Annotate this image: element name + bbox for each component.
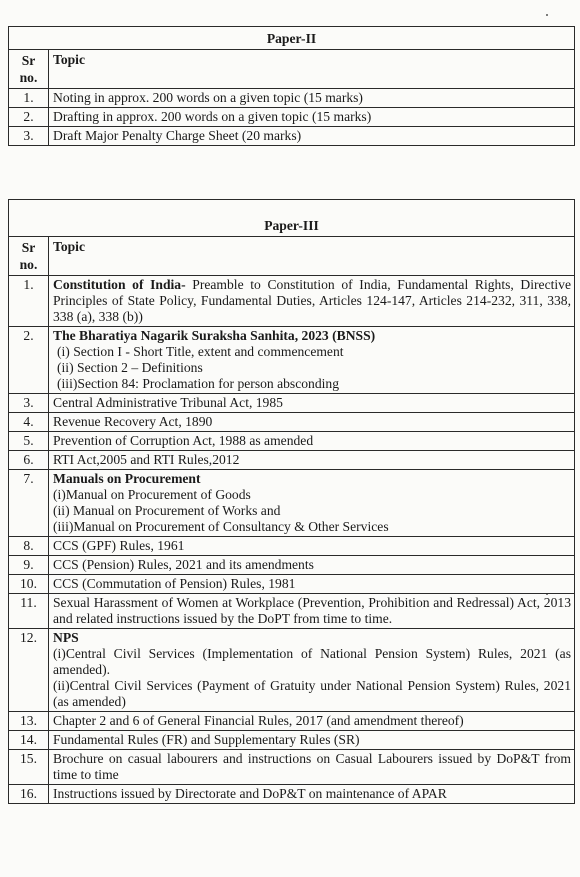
topic-cell: Instructions issued by Directorate and DoP&T on maintenance of APAR: [49, 785, 575, 804]
sr-cell: 13.: [9, 712, 49, 731]
sr-cell: 1.: [9, 276, 49, 327]
sr-cell: 14.: [9, 731, 49, 750]
topic-cell: Sexual Harassment of Women at Workplace (Prevention, Prohibition and Redressal) Act, 2013 and related instructions issued by the DoPT from time to time.: [49, 594, 575, 629]
topic-cell: Revenue Recovery Act, 1890: [49, 413, 575, 432]
topic-subitem: (ii) Manual on Procurement of Works and: [53, 503, 281, 518]
topic-cell: RTI Act,2005 and RTI Rules,2012: [49, 451, 575, 470]
topic-subitem: (iii)Section 84: Proclamation for person absconding: [57, 376, 340, 391]
sr-cell: 11.: [9, 594, 49, 629]
table-row: [9, 89, 575, 108]
table-title-row: [9, 27, 575, 50]
table-row: [9, 276, 575, 327]
sr-cell: 9.: [9, 556, 49, 575]
table-row: [9, 629, 575, 712]
table-row: [9, 327, 575, 394]
table-row: [9, 785, 575, 804]
sr-cell: 5.: [9, 432, 49, 451]
topic-subitem: (ii)Central Civil Services (Payment of Gratuity under National Pension System) Rules, 2021 (as amended): [53, 678, 571, 709]
topic-cell: Brochure on casual labourers and instructions on Casual Labourers issued by DoP&T from time to time: [49, 750, 575, 785]
scan-speck: [546, 14, 548, 16]
topic-text: Preamble to Constitution of India, Fundamental Rights, Directive Principles of State Policy, Fundamental Duties, Articles 124-147, Articles 214-232, 311, 338, 338 (a), 338 (b)): [53, 277, 571, 324]
table-row: [9, 470, 575, 537]
sr-cell: 2.: [9, 108, 49, 127]
sr-cell: 12.: [9, 629, 49, 712]
paper-2-table: [8, 26, 575, 146]
table-row: [9, 712, 575, 731]
topic-subitem: (i)Central Civil Services (Implementation of National Pension System) Rules, 2021 (as amended).: [53, 646, 571, 677]
table-row: [9, 556, 575, 575]
topic-cell: CCS (Pension) Rules, 2021 and its amendments: [49, 556, 575, 575]
topic-cell: CCS (GPF) Rules, 1961: [49, 537, 575, 556]
table-row: [9, 731, 575, 750]
topic-heading: Manuals on Procurement: [53, 471, 201, 486]
sr-cell: 4.: [9, 413, 49, 432]
topic-cell: Central Administrative Tribunal Act, 1985: [49, 394, 575, 413]
paper-3-title: Paper-III: [9, 200, 575, 237]
sr-cell: 3.: [9, 127, 49, 146]
table-row: [9, 108, 575, 127]
table-row: [9, 394, 575, 413]
sr-cell: 7.: [9, 470, 49, 537]
topic-subitem: (i)Manual on Procurement of Goods: [53, 487, 251, 502]
topic-header: Topic: [49, 237, 575, 276]
topic-cell: CCS (Commutation of Pension) Rules, 1981: [49, 575, 575, 594]
topic-subitem: (ii) Section 2 – Definitions: [57, 360, 203, 375]
topic-heading: Constitution of India-: [53, 277, 186, 292]
topic-cell: [49, 470, 575, 537]
table-row: [9, 575, 575, 594]
table-row: [9, 432, 575, 451]
topic-subitem: (iii)Manual on Procurement of Consultancy & Other Services: [53, 519, 389, 534]
table-row: [9, 594, 575, 629]
topic-cell: Noting in approx. 200 words on a given topic (15 marks): [49, 89, 575, 108]
table-row: [9, 750, 575, 785]
topic-cell: Prevention of Corruption Act, 1988 as amended: [49, 432, 575, 451]
topic-cell: Chapter 2 and 6 of General Financial Rules, 2017 (and amendment thereof): [49, 712, 575, 731]
table-row: [9, 413, 575, 432]
topic-cell: [49, 276, 575, 327]
sr-cell: 6.: [9, 451, 49, 470]
topic-cell: Draft Major Penalty Charge Sheet (20 marks): [49, 127, 575, 146]
paper-2-title: Paper-II: [9, 27, 575, 50]
topic-cell: Drafting in approx. 200 words on a given topic (15 marks): [49, 108, 575, 127]
paper-3-table: [8, 199, 575, 804]
topic-cell: Fundamental Rules (FR) and Supplementary Rules (SR): [49, 731, 575, 750]
table-row: [9, 127, 575, 146]
sr-cell: 2.: [9, 327, 49, 394]
sr-cell: 10.: [9, 575, 49, 594]
sr-no-header: Sr no.: [9, 237, 49, 276]
sr-cell: 3.: [9, 394, 49, 413]
table-header-row: [9, 50, 575, 89]
table-row: [9, 451, 575, 470]
table-title-row: [9, 200, 575, 237]
topic-heading: The Bharatiya Nagarik Suraksha Sanhita, 2023 (BNSS): [53, 328, 376, 343]
sr-cell: 15.: [9, 750, 49, 785]
table-header-row: [9, 237, 575, 276]
topic-heading: NPS: [53, 630, 79, 645]
topic-header: Topic: [49, 50, 575, 89]
sr-cell: 1.: [9, 89, 49, 108]
topic-cell: [49, 629, 575, 712]
table-row: [9, 537, 575, 556]
topic-cell: [49, 327, 575, 394]
sr-no-header: Sr no.: [9, 50, 49, 89]
sr-cell: 16.: [9, 785, 49, 804]
sr-cell: 8.: [9, 537, 49, 556]
topic-subitem: (i) Section I - Short Title, extent and commencement: [57, 344, 344, 359]
